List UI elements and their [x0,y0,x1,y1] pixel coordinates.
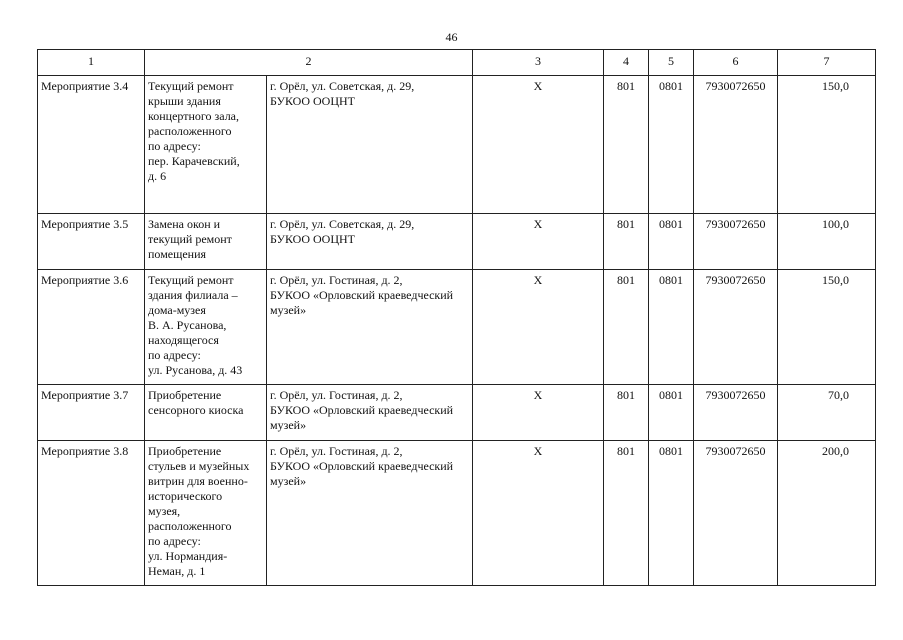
row-col-3: Х [473,214,604,270]
table-row [38,441,876,586]
header-col-1: 1 [38,50,145,76]
row-col-5: 0801 [649,270,694,385]
row-col-3: Х [473,441,604,586]
row-col-6: 7930072650 [694,270,778,385]
header-col-4: 4 [604,50,649,76]
table-row [38,76,876,214]
row-col-4: 801 [604,385,649,441]
row-address: г. Орёл, ул. Советская, д. 29, БУКОО ООЦНТ [267,76,473,214]
row-col-7: 150,0 [778,270,876,385]
table-row [38,385,876,441]
row-col-3: Х [473,270,604,385]
page-number: 46 [445,30,458,44]
row-col-6: 7930072650 [694,441,778,586]
header-col-5: 5 [649,50,694,76]
row-code: Мероприятие 3.5 [38,214,145,270]
row-col-6: 7930072650 [694,214,778,270]
row-code: Мероприятие 3.8 [38,441,145,586]
header-col-7: 7 [778,50,876,76]
row-col-4: 801 [604,76,649,214]
row-col-7: 70,0 [778,385,876,441]
row-address: г. Орёл, ул. Гостиная, д. 2, БУКОО «Орловский краеведческий музей» [267,385,473,441]
row-col-5: 0801 [649,76,694,214]
table-row [38,270,876,385]
row-description: Текущий ремонт здания филиала – дома-музея В. А. Русанова, находящегося по адресу: ул. Русанова, д. 43 [145,270,267,385]
row-col-7: 200,0 [778,441,876,586]
row-col-7: 150,0 [778,76,876,214]
header-col-6: 6 [694,50,778,76]
row-address: г. Орёл, ул. Гостиная, д. 2, БУКОО «Орловский краеведческий музей» [267,270,473,385]
row-code: Мероприятие 3.7 [38,385,145,441]
row-col-5: 0801 [649,441,694,586]
row-description: Приобретение стульев и музейных витрин для военно- исторического музея, расположенного по адресу: ул. Нормандия- Неман, д. 1 [145,441,267,586]
row-col-6: 7930072650 [694,385,778,441]
row-description: Текущий ремонт крыши здания концертного зала, расположенного по адресу: пер. Карачевский, д. 6 [145,76,267,214]
row-code: Мероприятие 3.6 [38,270,145,385]
row-col-4: 801 [604,214,649,270]
row-col-4: 801 [604,270,649,385]
budget-table [37,49,876,586]
header-col-3: 3 [473,50,604,76]
row-col-3: Х [473,76,604,214]
row-code: Мероприятие 3.4 [38,76,145,214]
row-description: Приобретение сенсорного киоска [145,385,267,441]
row-col-6: 7930072650 [694,76,778,214]
table-row [38,214,876,270]
row-col-3: Х [473,385,604,441]
row-col-5: 0801 [649,385,694,441]
header-col-2: 2 [145,50,473,76]
row-description: Замена окон и текущий ремонт помещения [145,214,267,270]
row-col-5: 0801 [649,214,694,270]
row-address: г. Орёл, ул. Советская, д. 29, БУКОО ООЦНТ [267,214,473,270]
row-address: г. Орёл, ул. Гостиная, д. 2, БУКОО «Орловский краеведческий музей» [267,441,473,586]
header-row [38,50,876,76]
row-col-4: 801 [604,441,649,586]
row-col-7: 100,0 [778,214,876,270]
